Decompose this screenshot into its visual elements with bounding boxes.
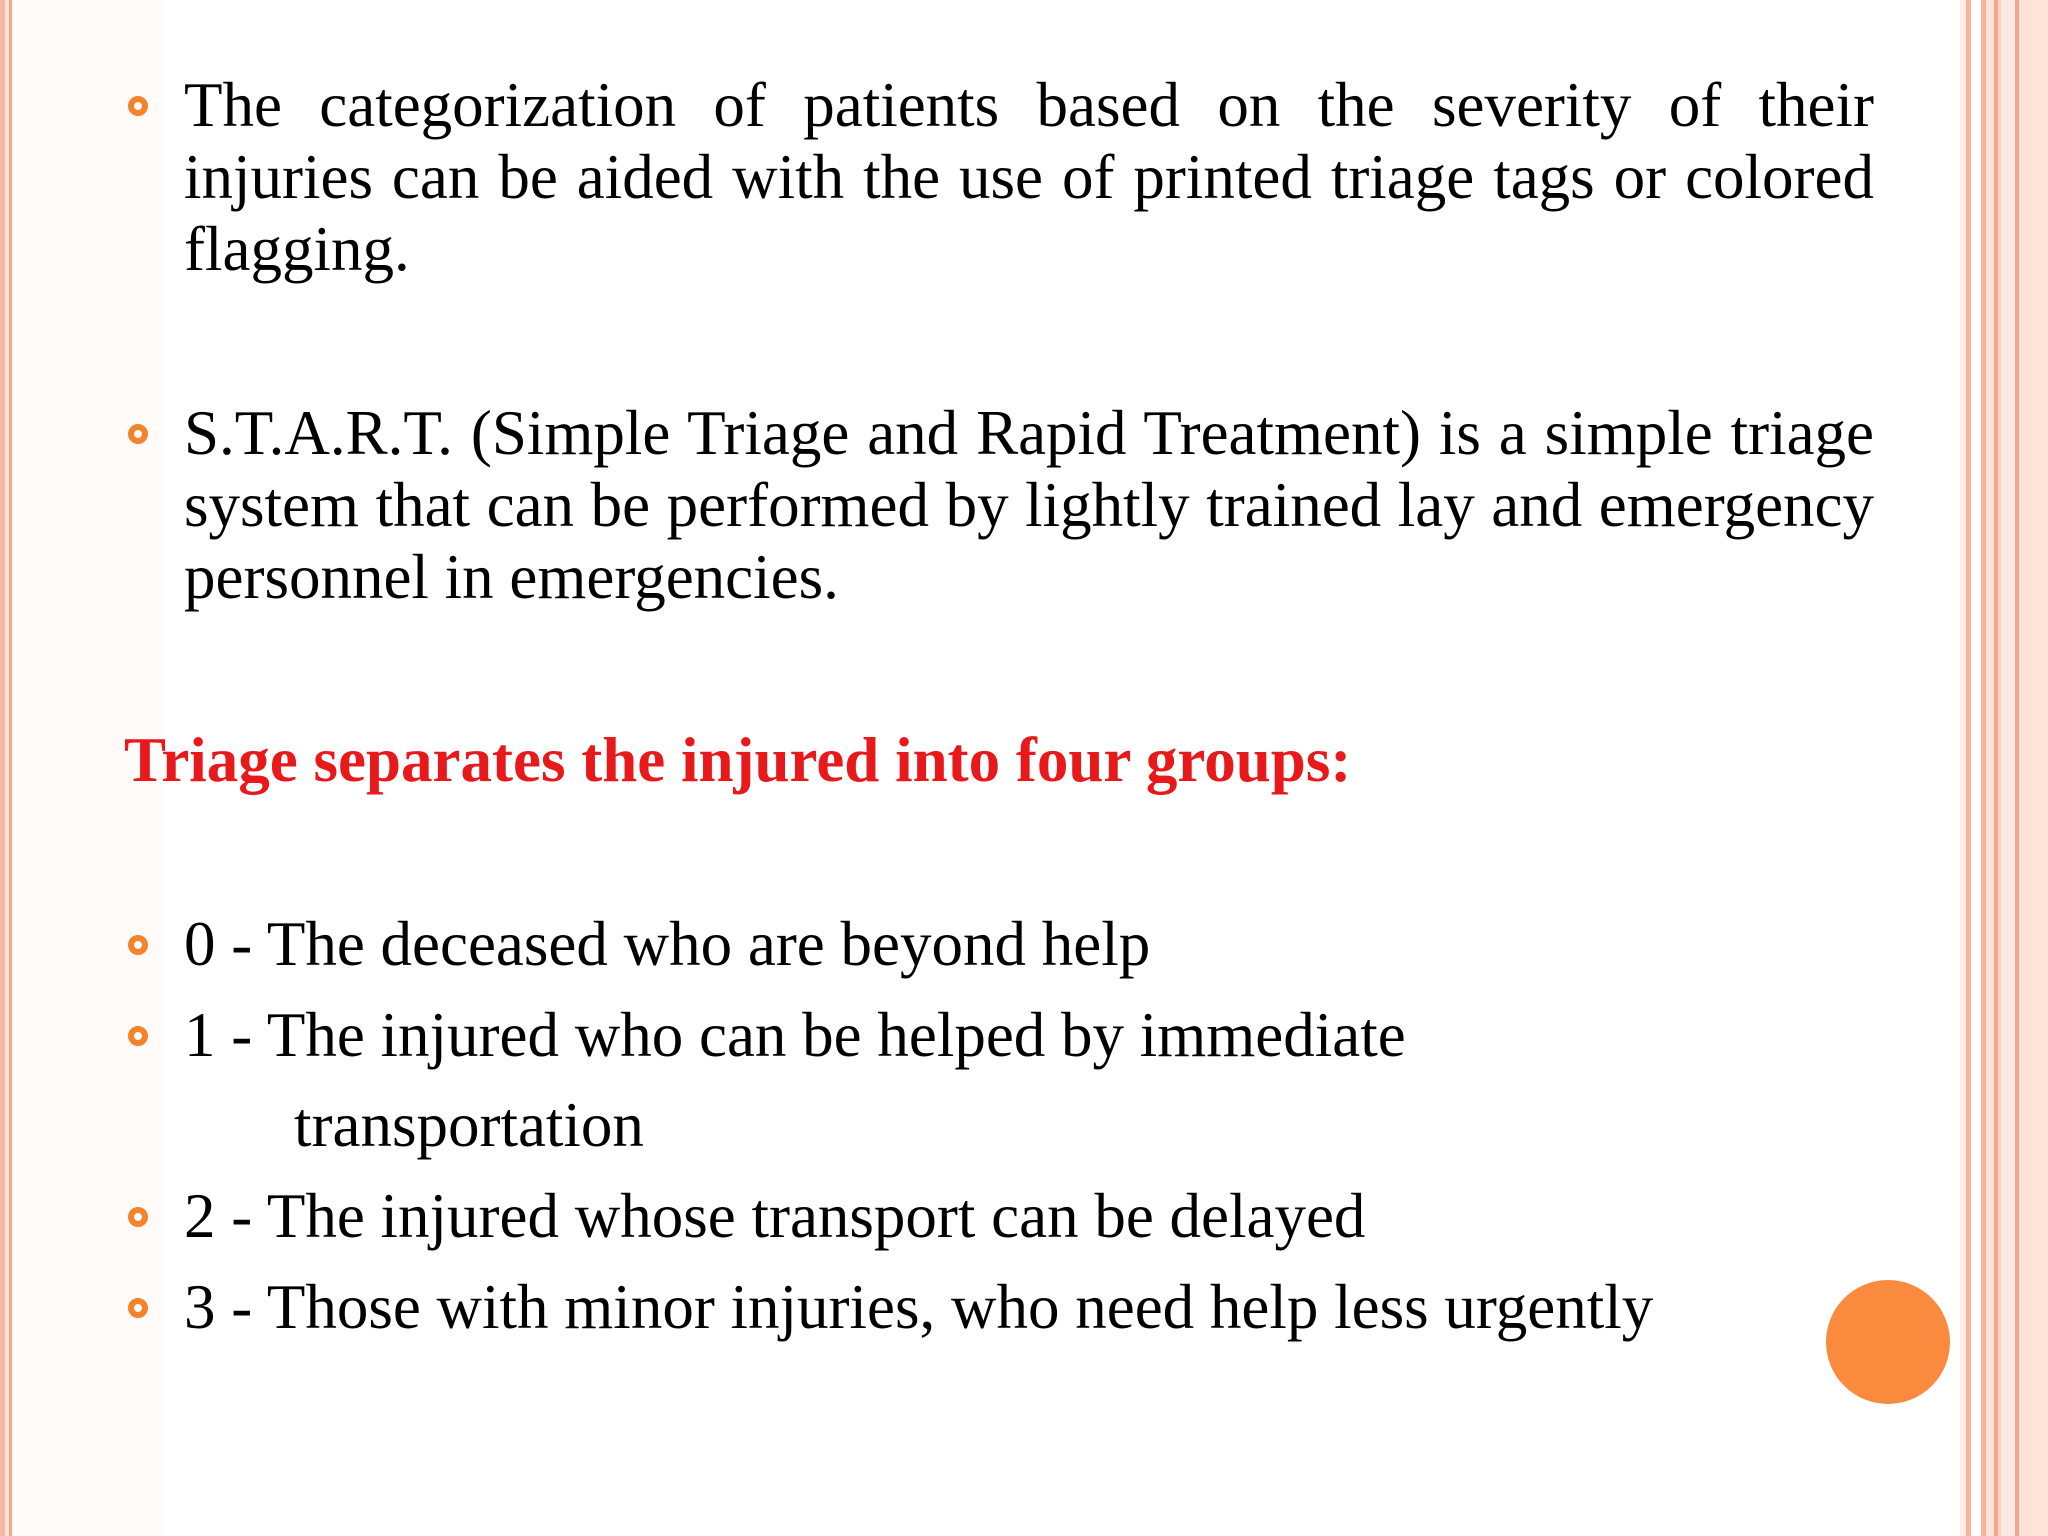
orange-circle-decoration	[1826, 1280, 1950, 1404]
list-item-group-0: 0 - The deceased who are beyond help	[184, 909, 1151, 979]
hollow-circle-bullet-icon	[128, 935, 148, 955]
list-item-group-1-continuation: transportation	[294, 1090, 644, 1160]
hollow-circle-bullet-icon	[128, 96, 148, 116]
right-border-stripe	[1971, 0, 1981, 1536]
list-item-group-3: 3 - Those with minor injuries, who need help less urgently	[184, 1272, 1654, 1342]
list-item-group-2: 2 - The injured whose transport can be delayed	[184, 1181, 1366, 1251]
paragraph-start-system: S.T.A.R.T. (Simple Triage and Rapid Treatment) is a simple triage system that can be performed by lightly trained lay and emergency personnel in emergencies.	[184, 398, 1874, 612]
list-item-group-1: 1 - The injured who can be helped by immediate	[184, 1000, 1406, 1070]
paragraph-triage-tags: The categorization of patients based on the severity of their injuries can be aided with the use of printed triage tags or colored flagging.	[184, 70, 1874, 284]
hollow-circle-bullet-icon	[128, 1026, 148, 1046]
right-border-stripe	[1986, 0, 1994, 1536]
hollow-circle-bullet-icon	[128, 424, 148, 444]
right-border-stripe	[2001, 0, 2015, 1536]
hollow-circle-bullet-icon	[128, 1207, 148, 1227]
section-heading: Triage separates the injured into four groups:	[124, 725, 1352, 795]
right-border-stripe	[2019, 0, 2048, 1536]
hollow-circle-bullet-icon	[128, 1298, 148, 1318]
